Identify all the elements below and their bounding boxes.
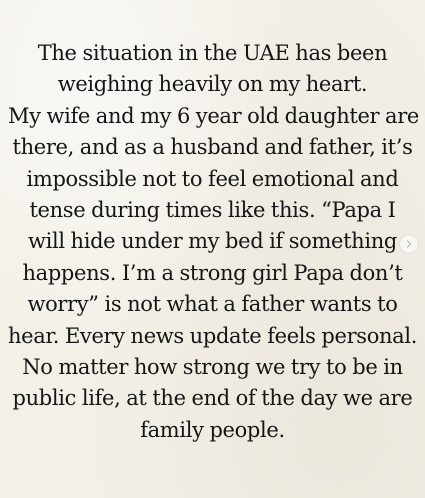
chevron-right-icon	[405, 240, 413, 248]
post-text-line: will hide under my bed if something	[28, 229, 397, 254]
post-text-line: My wife and my 6 year old daughter are	[8, 103, 419, 128]
post-text-line: public life, at the end of the day we are	[12, 386, 413, 411]
post-text-line: impossible not to feel emotional and	[26, 166, 399, 191]
post-text-line: tense during times like this. “Papa I	[29, 198, 396, 223]
post-text-line: worry” is not what a father wants to	[27, 292, 398, 317]
post-text-line: No matter how strong we try to be in	[22, 355, 403, 380]
post-text-line: happens. I’m a strong girl Papa don’t	[22, 260, 403, 285]
carousel-next-button[interactable]	[400, 235, 418, 253]
post-text-line: family people.	[140, 417, 285, 442]
post-text-line: hear. Every news update feels personal.	[8, 323, 418, 348]
post-text-line: weighing heavily on my heart.	[57, 72, 368, 97]
post-text	[8, 38, 417, 446]
post-text-line: The situation in the UAE has been	[37, 41, 388, 65]
post-text-line: there, and as a husband and father, it’s	[12, 135, 413, 160]
